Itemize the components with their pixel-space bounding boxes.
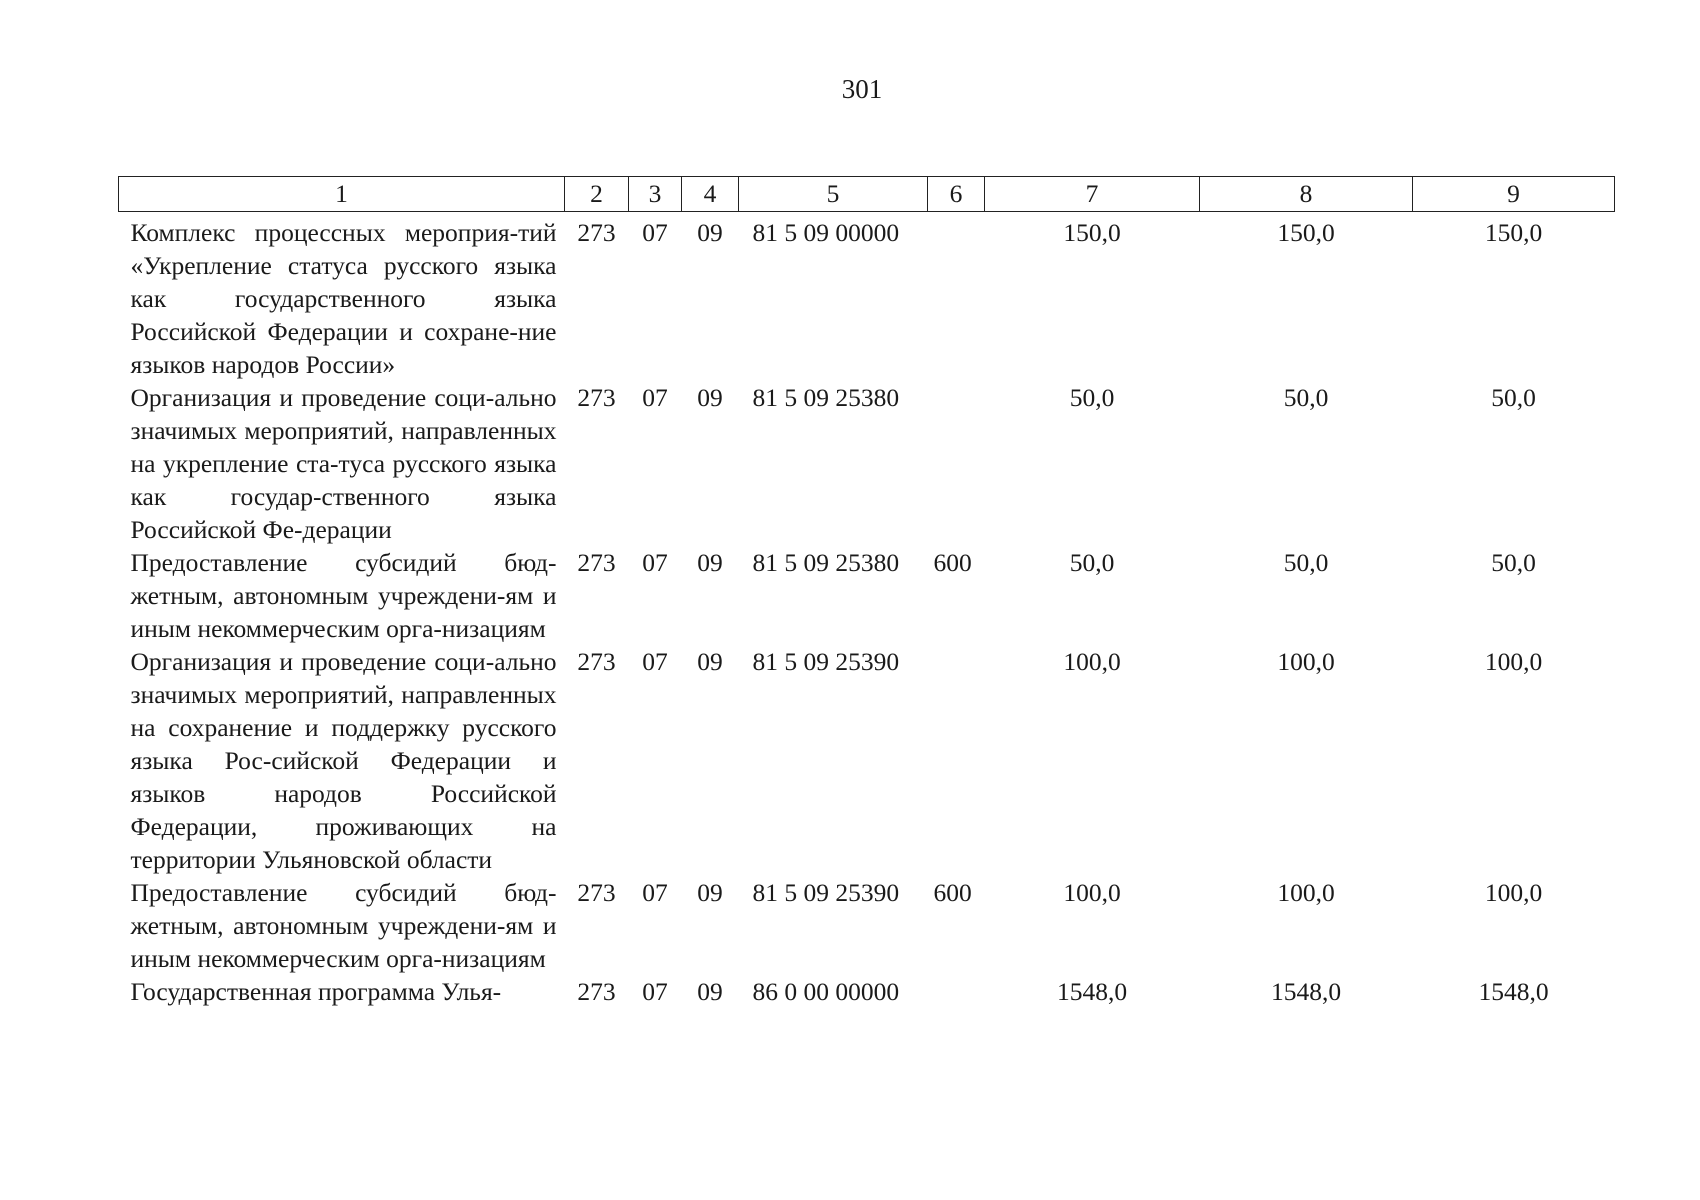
row-code-subsection: 09 [697, 878, 723, 907]
row-amount-col9: 50,0 [1491, 548, 1536, 577]
row-code-subsection: 09 [697, 647, 723, 676]
row-amount-col9: 1548,0 [1478, 977, 1549, 1006]
table-header [119, 177, 1615, 212]
row-code-expense-type: 600 [933, 878, 972, 907]
row-code-subsection: 09 [697, 218, 723, 247]
row-code-target: 81 5 09 25380 [752, 548, 900, 577]
row-code-target: 81 5 09 00000 [752, 218, 900, 247]
row-amount-col9: 150,0 [1484, 218, 1543, 247]
row-code-target: 81 5 09 25380 [752, 383, 900, 412]
header-col-3: 3 [629, 177, 682, 212]
row-amount-col8: 1548,0 [1270, 977, 1342, 1006]
row-amount-col8: 50,0 [1283, 548, 1329, 577]
row-code-ministry: 273 [577, 977, 616, 1006]
row-code-expense-type [928, 645, 985, 876]
header-col-6: 6 [928, 177, 985, 212]
row-amount-col7: 1548,0 [1056, 977, 1128, 1006]
row-name: Предоставление субсидий бюд-жетным, автономным учреждени-ям и иным некоммерческим орга-низациям [130, 878, 557, 973]
row-code-subsection: 09 [697, 383, 723, 412]
row-code-section: 07 [642, 977, 668, 1006]
page-number: 301 [841, 74, 883, 104]
row-amount-col7: 100,0 [1063, 647, 1121, 676]
row-code-section: 07 [642, 383, 668, 412]
row-name: Организация и проведение соци-ально значимых мероприятий, направленных на сохранение и поддержку русского языка Рос-сийской Федерации и языков народов Российской Федерации, проживающих на территории Ульяновской области [130, 647, 557, 874]
row-amount-col7: 50,0 [1069, 548, 1115, 577]
row-code-expense-type [928, 381, 985, 546]
table-row [119, 876, 1615, 975]
row-amount-col7: 50,0 [1069, 383, 1115, 412]
header-col-7: 7 [985, 177, 1200, 212]
row-code-ministry: 273 [577, 383, 616, 412]
table-row [119, 381, 1615, 546]
row-amount-col9: 100,0 [1484, 878, 1543, 907]
header-col-9: 9 [1413, 177, 1615, 212]
row-code-subsection: 09 [697, 977, 723, 1006]
row-amount-col9: 100,0 [1484, 647, 1543, 676]
table-row [119, 212, 1615, 382]
row-amount-col8: 100,0 [1277, 647, 1335, 676]
row-code-ministry: 273 [577, 647, 616, 676]
row-code-ministry: 273 [577, 878, 616, 907]
table-row [119, 645, 1615, 876]
row-amount-col8: 50,0 [1283, 383, 1329, 412]
row-code-target: 86 0 00 00000 [752, 977, 900, 1006]
header-row [119, 177, 1615, 212]
row-code-expense-type [928, 212, 985, 382]
budget-table [118, 176, 1615, 1008]
header-col-8: 8 [1200, 177, 1413, 212]
row-name: Организация и проведение соци-ально значимых мероприятий, направленных на укрепление ста-туса русского языка как государ-ственного языка Российской Фе-дерации [130, 383, 557, 544]
header-col-4: 4 [682, 177, 739, 212]
row-code-expense-type: 600 [933, 548, 972, 577]
row-name: Государственная программа Улья- [130, 977, 502, 1006]
row-amount-col8: 150,0 [1277, 218, 1335, 247]
row-amount-col9: 50,0 [1491, 383, 1536, 412]
row-code-subsection: 09 [697, 548, 723, 577]
row-amount-col7: 100,0 [1063, 878, 1121, 907]
row-code-expense-type [928, 975, 985, 1008]
row-code-ministry: 273 [577, 548, 616, 577]
table-row [119, 975, 1615, 1008]
table-row [119, 546, 1615, 645]
row-code-section: 07 [642, 548, 668, 577]
header-col-1: 1 [119, 177, 565, 212]
row-code-target: 81 5 09 25390 [752, 647, 900, 676]
header-col-2: 2 [565, 177, 629, 212]
row-code-target: 81 5 09 25390 [752, 878, 900, 907]
row-amount-col7: 150,0 [1063, 218, 1121, 247]
header-col-5: 5 [739, 177, 928, 212]
row-code-ministry: 273 [577, 218, 616, 247]
row-code-section: 07 [642, 647, 668, 676]
row-code-section: 07 [642, 218, 668, 247]
row-amount-col8: 100,0 [1277, 878, 1335, 907]
row-code-section: 07 [642, 878, 668, 907]
row-name: Предоставление субсидий бюд-жетным, автономным учреждени-ям и иным некоммерческим орга-низациям [130, 548, 557, 643]
row-name: Комплекс процессных мероприя-тий «Укрепление статуса русского языка как государственного языка Российской Федерации и сохране-ние языков народов России» [130, 218, 557, 379]
table-body [119, 212, 1615, 1009]
